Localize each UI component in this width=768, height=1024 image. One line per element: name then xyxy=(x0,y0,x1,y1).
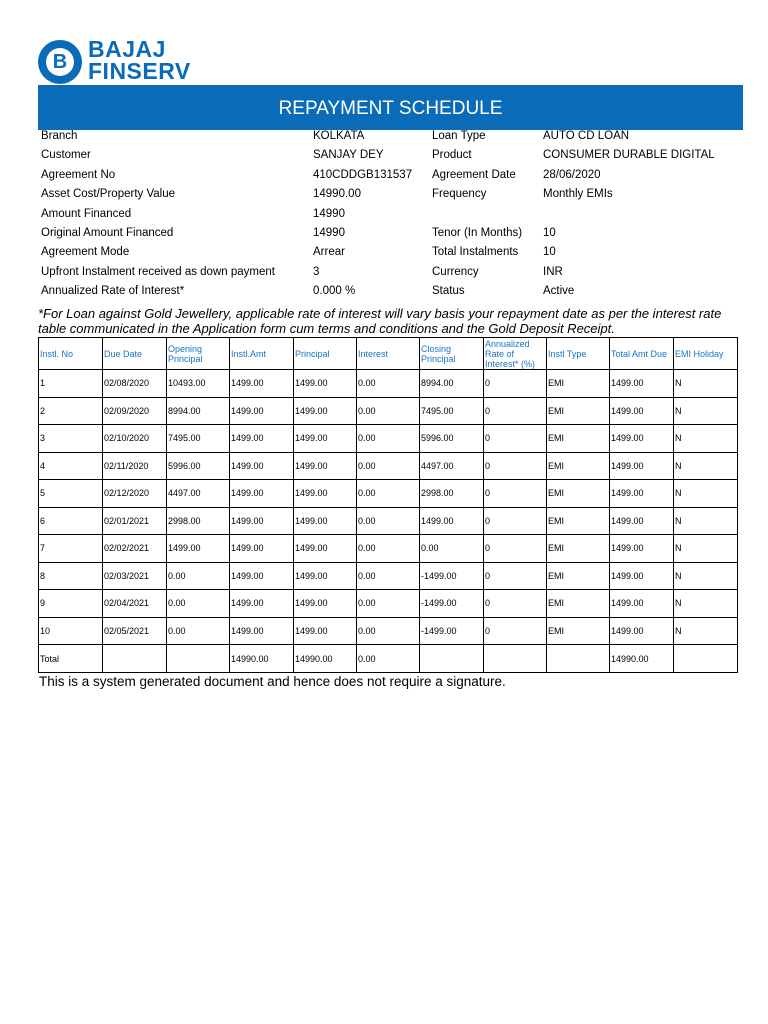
table-cell: 1499.00 xyxy=(610,617,674,645)
table-cell: 0 xyxy=(484,590,547,618)
table-cell: 02/04/2021 xyxy=(103,590,167,618)
total-cell: 14990.00 xyxy=(294,645,357,673)
table-cell: 1499.00 xyxy=(610,480,674,508)
table-cell: -1499.00 xyxy=(420,590,484,618)
table-cell: 1499.00 xyxy=(230,452,294,480)
total-cell xyxy=(547,645,610,673)
info-value: KOLKATA xyxy=(313,130,365,142)
column-header: EMI Holiday xyxy=(674,338,738,370)
table-cell: 2998.00 xyxy=(420,480,484,508)
repayment-schedule-table xyxy=(38,337,738,673)
column-header: Opening Principal xyxy=(167,338,230,370)
info-value: Monthly EMIs xyxy=(543,188,613,201)
table-cell: EMI xyxy=(547,562,610,590)
table-cell: 0.00 xyxy=(357,452,420,480)
table-cell: EMI xyxy=(547,507,610,535)
info-row xyxy=(38,224,743,243)
table-cell: 1499.00 xyxy=(294,590,357,618)
total-cell: 0.00 xyxy=(357,645,420,673)
table-cell: N xyxy=(674,562,738,590)
column-header: Instl. No xyxy=(39,338,103,370)
info-value: 3 xyxy=(313,265,320,278)
table-cell: 0 xyxy=(484,480,547,508)
table-cell: 0.00 xyxy=(167,562,230,590)
table-cell: 10493.00 xyxy=(167,370,230,398)
table-cell: 1499.00 xyxy=(230,370,294,398)
table-row xyxy=(39,397,738,425)
table-row xyxy=(39,425,738,453)
table-cell: EMI xyxy=(547,425,610,453)
info-label: Asset Cost/Property Value xyxy=(41,188,176,201)
table-cell: 0.00 xyxy=(357,370,420,398)
info-row xyxy=(38,205,743,224)
total-cell: 14990.00 xyxy=(610,645,674,673)
table-cell: 02/10/2020 xyxy=(103,425,167,453)
info-label: Total Instalments xyxy=(432,246,519,259)
table-cell: 0.00 xyxy=(357,480,420,508)
bajaj-logo-icon xyxy=(38,40,82,84)
table-cell: 2998.00 xyxy=(167,507,230,535)
table-cell: 1499.00 xyxy=(294,480,357,508)
table-cell: 5996.00 xyxy=(420,425,484,453)
column-header: Annualized Rate of Interest* (%) xyxy=(484,338,547,370)
table-cell: 8994.00 xyxy=(167,397,230,425)
table-cell: EMI xyxy=(547,480,610,508)
column-header: Due Date xyxy=(103,338,167,370)
table-cell: N xyxy=(674,590,738,618)
table-cell: 1499.00 xyxy=(610,507,674,535)
info-row xyxy=(38,243,743,262)
table-cell: 4497.00 xyxy=(167,480,230,508)
table-cell: 0 xyxy=(484,425,547,453)
page-title: REPAYMENT SCHEDULE xyxy=(278,98,503,119)
info-row xyxy=(38,127,743,146)
table-row xyxy=(39,480,738,508)
table-cell: 1499.00 xyxy=(610,370,674,398)
table-cell: 0 xyxy=(484,370,547,398)
info-value: 14990.00 xyxy=(313,188,361,201)
table-cell: 1499.00 xyxy=(610,535,674,563)
info-label: Status xyxy=(432,285,465,298)
table-cell: 02/01/2021 xyxy=(103,507,167,535)
table-row xyxy=(39,562,738,590)
table-cell: 2 xyxy=(39,397,103,425)
table-cell: N xyxy=(674,425,738,453)
page-title-banner xyxy=(38,85,743,130)
table-cell: 7495.00 xyxy=(167,425,230,453)
table-cell: 1 xyxy=(39,370,103,398)
info-label: Product xyxy=(432,149,472,162)
table-cell: 02/12/2020 xyxy=(103,480,167,508)
table-cell: 9 xyxy=(39,590,103,618)
total-cell: 14990.00 xyxy=(230,645,294,673)
info-label: Amount Financed xyxy=(41,207,132,220)
table-row xyxy=(39,507,738,535)
total-cell xyxy=(420,645,484,673)
table-cell: N xyxy=(674,507,738,535)
logo-line-2: FINSERV xyxy=(88,58,191,84)
info-row xyxy=(38,166,743,185)
info-value: Active xyxy=(543,285,575,298)
info-row xyxy=(38,282,743,301)
info-label: Annualized Rate of Interest* xyxy=(41,285,185,298)
table-cell: 0.00 xyxy=(357,397,420,425)
column-header: Instl.Amt xyxy=(230,338,294,370)
table-cell: 1499.00 xyxy=(294,535,357,563)
info-value: 14990 xyxy=(313,207,345,220)
info-label: Customer xyxy=(41,149,91,162)
table-cell: 1499.00 xyxy=(294,370,357,398)
table-cell: 1499.00 xyxy=(294,617,357,645)
table-cell: 1499.00 xyxy=(230,535,294,563)
table-cell: 7 xyxy=(39,535,103,563)
table-cell: 02/02/2021 xyxy=(103,535,167,563)
table-cell: 0 xyxy=(484,507,547,535)
table-row xyxy=(39,590,738,618)
table-row xyxy=(39,535,738,563)
table-cell: EMI xyxy=(547,370,610,398)
info-label: Branch xyxy=(41,130,78,142)
table-cell: 1499.00 xyxy=(167,535,230,563)
table-cell: 1499.00 xyxy=(610,425,674,453)
footer-disclaimer: This is a system generated document and hence does not require a signature. xyxy=(39,674,506,689)
total-cell xyxy=(484,645,547,673)
info-row xyxy=(38,146,743,165)
info-value: 10 xyxy=(543,246,556,259)
total-row xyxy=(39,645,738,673)
table-cell: EMI xyxy=(547,590,610,618)
table-cell: EMI xyxy=(547,452,610,480)
table-cell: N xyxy=(674,535,738,563)
table-cell: 0.00 xyxy=(420,535,484,563)
table-cell: EMI xyxy=(547,617,610,645)
table-cell: EMI xyxy=(547,397,610,425)
table-cell: N xyxy=(674,397,738,425)
logo-mark-letter: B xyxy=(52,51,68,73)
table-cell: N xyxy=(674,370,738,398)
column-header: Instl Type xyxy=(547,338,610,370)
gold-loan-note: *For Loan against Gold Jewellery, applicable rate of interest will vary basis your repayment date as per the interest rate table communicated in the Application form cum terms and conditions and the Gold Deposit Receipt. xyxy=(38,306,722,336)
table-cell: 8994.00 xyxy=(420,370,484,398)
table-cell: 0 xyxy=(484,535,547,563)
total-cell xyxy=(674,645,738,673)
info-label: Tenor (In Months) xyxy=(432,226,523,239)
table-cell: 4 xyxy=(39,452,103,480)
table-cell: 0.00 xyxy=(357,617,420,645)
info-value: CONSUMER DURABLE DIGITAL xyxy=(543,149,715,162)
table-cell: 1499.00 xyxy=(230,397,294,425)
table-row xyxy=(39,370,738,398)
table-cell: EMI xyxy=(547,535,610,563)
bajaj-finserv-logo xyxy=(38,38,228,86)
info-value: 28/06/2020 xyxy=(543,168,601,181)
total-cell xyxy=(167,645,230,673)
table-cell: 1499.00 xyxy=(610,562,674,590)
info-label: Original Amount Financed xyxy=(41,226,174,239)
info-value: 0.000 % xyxy=(313,285,356,298)
table-cell: 02/03/2021 xyxy=(103,562,167,590)
table-cell: 1499.00 xyxy=(294,507,357,535)
info-value: 410CDDGB131537 xyxy=(313,168,413,181)
table-cell: -1499.00 xyxy=(420,617,484,645)
table-cell: N xyxy=(674,617,738,645)
logo-line-1: BAJAJ xyxy=(88,36,166,62)
table-cell: 1499.00 xyxy=(610,397,674,425)
info-label: Currency xyxy=(432,265,479,278)
table-cell: 0.00 xyxy=(357,507,420,535)
table-cell: N xyxy=(674,480,738,508)
table-cell: 4497.00 xyxy=(420,452,484,480)
info-label: Agreement No xyxy=(41,168,116,181)
loan-info-section xyxy=(38,127,743,302)
table-cell: 1499.00 xyxy=(420,507,484,535)
table-cell: 1499.00 xyxy=(294,397,357,425)
table-cell: 10 xyxy=(39,617,103,645)
table-cell: 1499.00 xyxy=(230,480,294,508)
table-cell: 02/08/2020 xyxy=(103,370,167,398)
info-value: 10 xyxy=(543,226,556,239)
table-cell: 1499.00 xyxy=(230,425,294,453)
table-cell: 1499.00 xyxy=(610,590,674,618)
info-label: Agreement Mode xyxy=(41,246,130,259)
table-cell: 1499.00 xyxy=(230,562,294,590)
table-cell: 0 xyxy=(484,397,547,425)
info-value: Arrear xyxy=(313,246,345,259)
logo-wordmark xyxy=(88,38,191,82)
info-label: Upfront Instalment received as down payment xyxy=(41,265,275,278)
table-cell: 5 xyxy=(39,480,103,508)
table-cell: 5996.00 xyxy=(167,452,230,480)
table-cell: 1499.00 xyxy=(230,617,294,645)
column-header: Total Amt Due xyxy=(610,338,674,370)
info-label: Frequency xyxy=(432,188,487,201)
column-header: Closing Principal xyxy=(420,338,484,370)
table-cell: -1499.00 xyxy=(420,562,484,590)
table-cell: 1499.00 xyxy=(230,507,294,535)
table-cell: 0 xyxy=(484,562,547,590)
table-cell: 0.00 xyxy=(357,535,420,563)
table-cell: 0.00 xyxy=(357,425,420,453)
info-label: Agreement Date xyxy=(432,168,516,181)
table-cell: 0.00 xyxy=(167,590,230,618)
table-cell: 8 xyxy=(39,562,103,590)
table-row xyxy=(39,617,738,645)
table-cell: 0.00 xyxy=(357,562,420,590)
table-cell: 02/11/2020 xyxy=(103,452,167,480)
total-cell xyxy=(103,645,167,673)
table-cell: 7495.00 xyxy=(420,397,484,425)
total-cell: Total xyxy=(39,645,103,673)
info-row xyxy=(38,185,743,204)
column-header: Interest xyxy=(357,338,420,370)
info-value: INR xyxy=(543,265,563,278)
table-cell: 0.00 xyxy=(167,617,230,645)
column-header: Principal xyxy=(294,338,357,370)
schedule-header-row xyxy=(39,338,738,370)
table-cell: 6 xyxy=(39,507,103,535)
table-cell: N xyxy=(674,452,738,480)
info-value: 14990 xyxy=(313,226,345,239)
table-cell: 0.00 xyxy=(357,590,420,618)
table-cell: 1499.00 xyxy=(294,425,357,453)
table-cell: 1499.00 xyxy=(294,562,357,590)
info-label: Loan Type xyxy=(432,130,486,142)
info-row xyxy=(38,263,743,282)
table-cell: 02/09/2020 xyxy=(103,397,167,425)
table-cell: 0 xyxy=(484,452,547,480)
info-value: SANJAY DEY xyxy=(313,149,384,162)
table-cell: 3 xyxy=(39,425,103,453)
table-cell: 0 xyxy=(484,617,547,645)
table-cell: 02/05/2021 xyxy=(103,617,167,645)
table-cell: 1499.00 xyxy=(294,452,357,480)
info-value: AUTO CD LOAN xyxy=(543,130,630,142)
table-cell: 1499.00 xyxy=(610,452,674,480)
table-row xyxy=(39,452,738,480)
table-cell: 1499.00 xyxy=(230,590,294,618)
